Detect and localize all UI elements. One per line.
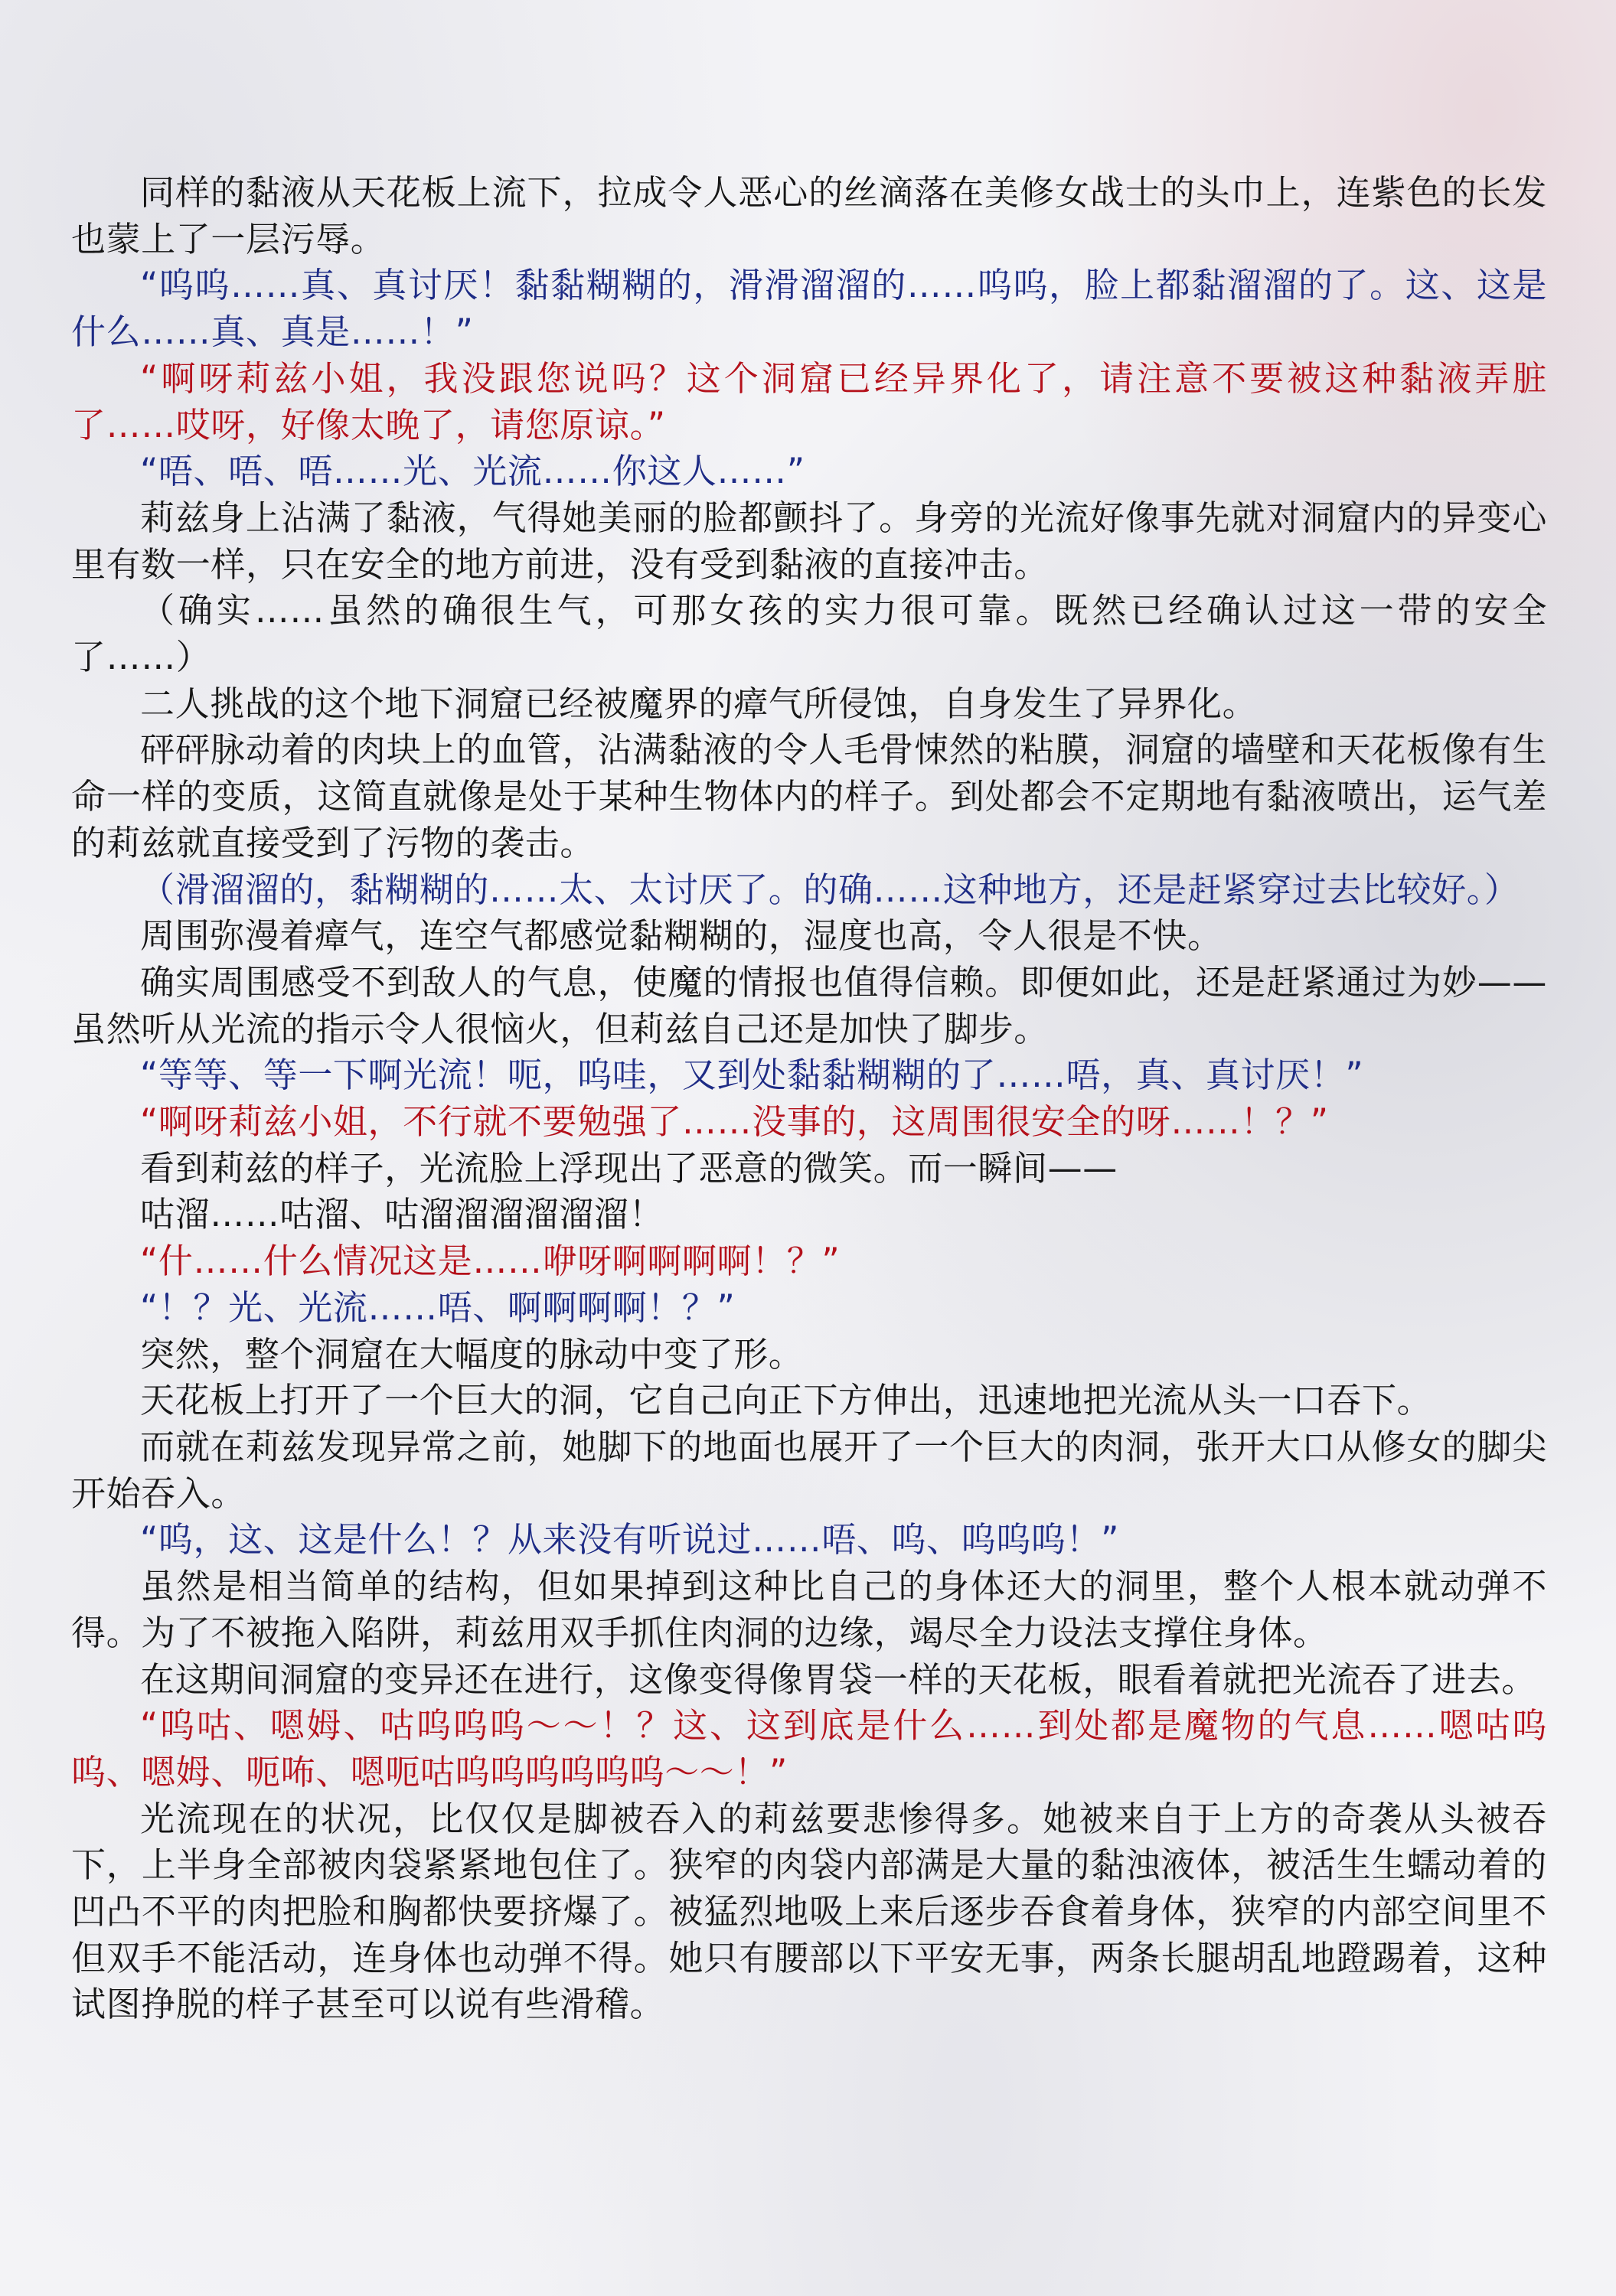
- paragraph-narration: 在这期间洞窟的变异还在进行，这像变得像胃袋一样的天花板，眼看着就把光流吞了进去。: [140, 1658, 1537, 1700]
- dialogue-liz: “！？光、光流……唔、啊啊啊啊！？”: [140, 1287, 736, 1328]
- paragraph-narration: 二人挑战的这个地下洞窟已经被魔界的瘴气所侵蚀，自身发生了异界化。: [140, 683, 1258, 724]
- paragraph-narration: 光流现在的状况，比仅仅是脚被吞入的莉兹要悲惨得多。她被来自于上方的奇袭从头被吞下，上半身全部被肉袋紧紧地包住了。狭窄的肉袋内部满是大量的黏浊液体，被活生生蠕动着的凹凸不平的肉把脸和胸都快要挤爆了。被猛烈地吸上来后逐步吞食着身体，狭窄的内部空间里不但双手不能活动，连身体也动弹不得。她只有腰部以下平安无事，两条长腿胡乱地蹬踢着，这种试图挣脱的样子甚至可以说有些滑稽。: [71, 1798, 1547, 2025]
- dialogue-koryu: “呜咕、嗯姆、咕呜呜呜～～！？这、这到底是什么……到处都是魔物的气息……嗯咕呜呜、嗯姆、呃咘、嗯呃咕呜呜呜呜呜呜～～！”: [71, 1705, 1547, 1792]
- paragraph-sound-effect: 咕溜……咕溜、咕溜溜溜溜溜溜！: [140, 1194, 664, 1235]
- paragraph-narration: 砰砰脉动着的肉块上的血管，沾满黏液的令人毛骨悚然的粘膜，洞窟的墙壁和天花板像有生命一样的变质，这简直就像是处于某种生物体内的样子。到处都会不定期地有黏液喷出，运气差的莉兹就直接受到了污物的袭击。: [71, 729, 1547, 863]
- paragraph-inner-thought: （确实……虽然的确很生气，可那女孩的实力很可靠。既然已经确认过这一带的安全了……）: [71, 590, 1547, 678]
- dialogue-liz: “呜，这、这是什么！？从来没有听说过……唔、呜、呜呜呜！”: [140, 1519, 1120, 1561]
- dialogue-liz: “等等、等一下啊光流！呃，呜哇，又到处黏黏糊糊的了……唔，真、真讨厌！”: [140, 1055, 1364, 1096]
- dialogue-koryu: “什……什么情况这是……咿呀啊啊啊啊！？”: [140, 1241, 841, 1282]
- paragraph-narration: 确实周围感受不到敌人的气息，使魔的情报也值得信赖。即便如此，还是赶紧通过为妙——虽然听从光流的指示令人很恼火，但莉兹自己还是加快了脚步。: [71, 961, 1547, 1049]
- paragraph-narration: 天花板上打开了一个巨大的洞，它自己向正下方伸出，迅速地把光流从头一口吞下。: [140, 1380, 1432, 1421]
- dialogue-liz-thought: （滑溜溜的，黏糊糊的……太、太讨厌了。的确……这种地方，还是赶紧穿过去比较好。）: [140, 869, 1520, 910]
- dialogue-koryu: “啊呀莉兹小姐，不行就不要勉强了……没事的，这周围很安全的呀……！？”: [140, 1101, 1329, 1143]
- dialogue-liz: “呜呜……真、真讨厌！黏黏糊糊的，滑滑溜溜的……呜呜，脸上都黏溜溜的了。这、这是什么……真、真是……！”: [71, 265, 1547, 353]
- paragraph-narration: 突然，整个洞窟在大幅度的脉动中变了形。: [140, 1333, 804, 1375]
- story-text: [71, 170, 1547, 2028]
- paragraph-narration: 莉兹身上沾满了黏液，气得她美丽的脸都颤抖了。身旁的光流好像事先就对洞窟内的异变心里有数一样，只在安全的地方前进，没有受到黏液的直接冲击。: [71, 497, 1547, 585]
- paragraph-narration: 虽然是相当简单的结构，但如果掉到这种比自己的身体还大的洞里，整个人根本就动弹不得。为了不被拖入陷阱，莉兹用双手抓住肉洞的边缘，竭尽全力设法支撑住身体。: [71, 1566, 1547, 1653]
- paragraph-narration: 同样的黏液从天花板上流下，拉成令人恶心的丝滴落在美修女战士的头巾上，连紫色的长发也蒙上了一层污辱。: [71, 172, 1547, 259]
- paragraph-narration: 周围弥漫着瘴气，连空气都感觉黏糊糊的，湿度也高，令人很是不快。: [140, 915, 1223, 957]
- dialogue-koryu: “啊呀莉兹小姐，我没跟您说吗？这个洞窟已经异界化了，请注意不要被这种黏液弄脏了……哎呀，好像太晚了，请您原谅。”: [71, 357, 1547, 445]
- paragraph-narration: 而就在莉兹发现异常之前，她脚下的地面也展开了一个巨大的肉洞，张开大口从修女的脚尖开始吞入。: [71, 1426, 1547, 1514]
- dialogue-liz: “唔、唔、唔……光、光流……你这人……”: [140, 451, 805, 492]
- paragraph-narration: 看到莉兹的样子，光流脸上浮现出了恶意的微笑。而一瞬间——: [140, 1147, 1118, 1189]
